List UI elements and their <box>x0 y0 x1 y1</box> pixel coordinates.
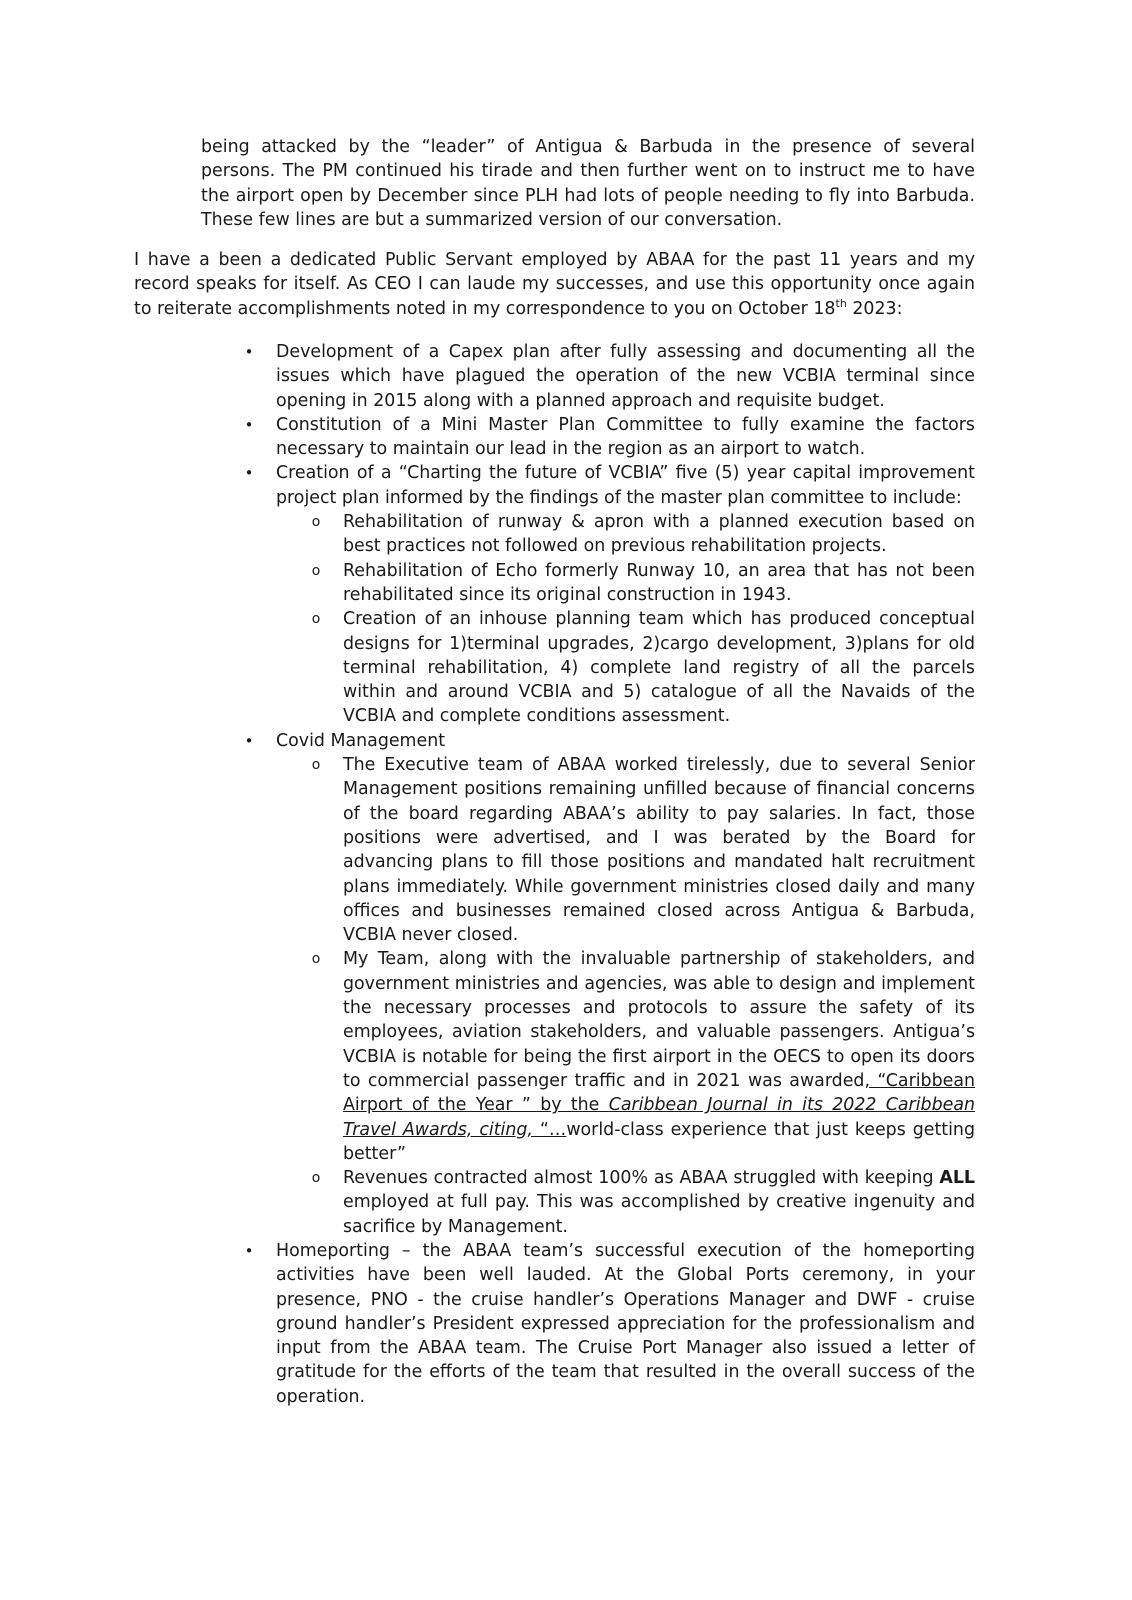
bullet-icon: • <box>244 1241 254 1260</box>
list-item-text: Constitution of a Mini Master Plan Committee to fully examine the factors necessary to maintain our lead in the region as an airport to watch. <box>276 414 975 460</box>
emphasis-all: ALL <box>939 1168 975 1189</box>
sublist-item-tail: employed at full pay. This was accomplished by creative ingenuity and sacrifice by Management. <box>343 1192 975 1237</box>
quote-text: world-class experience that just keeps getting better” <box>343 1119 975 1164</box>
sublist-item-text: Rehabilitation of Echo formerly Runway 10, an area that has not been rehabilitated since its original construction in 1943. <box>343 560 975 605</box>
main-paragraph-tail: 2023: <box>846 298 903 319</box>
main-paragraph-text: I have a been a dedicated Public Servant employed by ABAA for the past 11 years and my record speaks for itself. As CEO I can laude my successes, and use this opportunity once again to reiterate accomplishments noted in my correspondence to you on October 18 <box>134 250 975 319</box>
sublist-item-revenues <box>311 1166 975 1239</box>
accomplishments-list <box>0 340 1132 1409</box>
bullet-icon: • <box>244 464 254 483</box>
sublist-item-my-team <box>311 947 976 1166</box>
list-item-homeporting <box>244 1239 975 1409</box>
circle-bullet-icon: o <box>311 562 321 579</box>
sublist-item-text: Revenues contracted almost 100% as ABAA struggled with keeping <box>343 1168 940 1189</box>
sublist-item-text: Rehabilitation of runway & apron with a planned execution based on best practices not followed on previous rehabilitation projects. <box>343 512 975 557</box>
list-item-text: Covid Management <box>276 730 446 751</box>
circle-bullet-icon: o <box>311 757 321 774</box>
sublist-item-executive-team <box>311 753 975 947</box>
circle-bullet-icon: o <box>311 514 321 531</box>
sublist-covid-management <box>276 753 975 1239</box>
list-item-charting-future <box>244 461 975 510</box>
list-item-master-plan-committee <box>244 413 975 462</box>
list-item-capex-plan <box>244 340 975 413</box>
award-underlined-text: , “Caribbean Airport of the Year ” by the <box>343 1070 976 1116</box>
sublist-item-text: Creation of an inhouse planning team which has produced conceptual designs for 1)terminal upgrades, 2)cargo development, 3)plans for old terminal rehabilitation, 4) complete land registry of all the parcels within and around VCBIA and 5) catalogue of all the Navaids of the VCBIA and complete conditions assessment. <box>343 609 975 727</box>
circle-bullet-icon: o <box>311 1170 321 1187</box>
sublist-item-runway-apron <box>311 510 975 559</box>
bullet-icon: • <box>244 415 254 434</box>
bullet-icon: • <box>244 731 254 750</box>
ordinal-superscript: th <box>835 296 847 310</box>
list-item-text: Development of a Capex plan after fully assessing and documenting all the issues which have plagued the operation of the new VCBIA terminal since opening in 2015 along with a planned approach and requisite budget. <box>276 342 975 411</box>
intro-paragraph: being attacked by the “leader” of Antigua & Barbuda in the presence of several persons. The PM continued his tirade and then further went on to instruct me to have the airport open by December since PLH had lots of people needing to fly into Barbuda. These few lines are but a summarized version of our conversation. <box>201 137 975 230</box>
bullet-icon: • <box>244 343 254 361</box>
quote-open-text: “… <box>532 1119 567 1140</box>
sublist-item-echo-runway <box>311 559 975 608</box>
sublist-item-text: The Executive team of ABAA worked tirelessly, due to several Senior Management positions remaining unfilled because of financial concerns of the board regarding ABAA’s ability to pay salaries. In fact, those positions were advertised, and I was berated by the Board for advancing plans to fill those positions and mandated halt recruitment plans immediately. While government ministries closed daily and many offices and businesses remained closed across Antigua & Barbuda, VCBIA never closed. <box>343 755 975 946</box>
list-item-text: Creation of a “Charting the future of VCBIA” five (5) year capital improvement project plan informed by the findings of the master plan committee to include: <box>276 463 975 508</box>
circle-bullet-icon: o <box>311 611 321 628</box>
award-citation-text: Caribbean Journal in its 2022 Caribbean Travel Awards, citing, <box>343 1095 975 1140</box>
main-paragraph <box>134 248 975 321</box>
sublist-item-planning-team <box>311 607 975 728</box>
sublist-item-text: My Team, along with the invaluable partnership of stakeholders, and government ministries and agencies, was able to design and implement the necessary processes and protocols to assure the safety of its employees, aviation stakeholders, and valuable passengers. Antigua’s VCBIA is notable for being the first airport in the OECS to open its doors to commercial passenger traffic and in 2021 was awarded <box>343 949 975 1091</box>
list-item-text: Homeporting – the ABAA team’s successful execution of the homeporting activities have been well lauded. At the Global Ports ceremony, in your presence, PNO - the cruise handler’s Operations Manager and DWF - cruise ground handler’s President expressed appreciation for the professionalism and input from the ABAA team. The Cruise Port Manager also issued a letter of gratitude for the efforts of the team that resulted in the overall success of the operation. <box>276 1240 975 1407</box>
sublist-charting-future <box>276 510 975 729</box>
list-item-covid-management <box>244 729 975 753</box>
circle-bullet-icon: o <box>311 951 321 968</box>
